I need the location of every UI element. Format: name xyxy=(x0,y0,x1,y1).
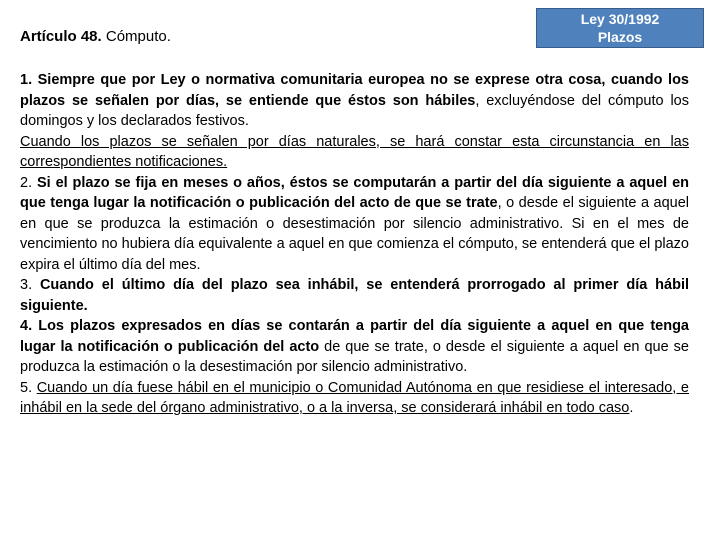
paragraph-2 xyxy=(20,173,689,276)
paragraph-2-rest: , o desde el siguiente a aquel en que se produzca la estimación o desestimación por silencio administrativo. Si en el mes de vencimiento no hubiera día equivalente a aquel en que comienza el cómputo, se entenderá que el plazo expira el último día del mes. xyxy=(20,195,689,273)
paragraph-2-number: 2. xyxy=(20,174,37,191)
paragraph-1 xyxy=(20,70,689,132)
paragraph-4 xyxy=(20,316,689,378)
paragraph-5 xyxy=(20,378,689,419)
paragraph-5-rest: . xyxy=(629,400,634,416)
article-label: Artículo 48. xyxy=(20,28,102,45)
paragraph-3 xyxy=(20,275,689,316)
law-reference-line2: Plazos xyxy=(597,29,643,45)
paragraph-5-underlined: Cuando un día fuese hábil en el municipio o Comunidad Autónoma en que residiese el interesado, e inhábil en la sede del órgano administrativo, o a la inversa, se considerará inhábil en todo caso xyxy=(20,379,689,416)
article-title xyxy=(20,28,171,46)
paragraph-1b xyxy=(20,132,689,173)
paragraph-5-number: 5. xyxy=(20,379,37,396)
paragraph-1-rest: , excluyéndose del cómputo los domingos y los declarados festivos. xyxy=(20,92,689,129)
article-name: Cómputo. xyxy=(105,28,171,45)
paragraph-4-rest: de que se trate, o desde el siguiente a aquel en que se produzca la estimación o la desestimación por silencio administrativo. xyxy=(20,338,689,375)
law-reference-line1: Ley 30/1992 xyxy=(580,11,660,27)
article-body xyxy=(20,70,689,419)
paragraph-1-bold: 1. Siempre que por Ley o normativa comunitaria europea no se exprese otra cosa, cuando los plazos se señalen por días, se entiende que éstos son hábiles xyxy=(20,72,689,109)
paragraph-2-bold: Si el plazo se fija en meses o años, éstos se computarán a partir del día siguiente a aquel en que tenga lugar la notificación o publicación del acto de que se trate xyxy=(20,174,689,211)
paragraph-3-bold: Cuando el último día del plazo sea inhábil, se entenderá prorrogado al primer día hábil siguiente. xyxy=(20,277,689,314)
paragraph-3-number: 3. xyxy=(20,277,40,293)
paragraph-1b-underlined: Cuando los plazos se señalen por días naturales, se hará constar esta circunstancia en las correspondientes notificaciones. xyxy=(20,133,689,170)
paragraph-4-bold: 4. Los plazos expresados en días se contarán a partir del día siguiente a aquel en que tenga lugar la notificación o publicación del acto xyxy=(20,318,689,355)
law-reference-box xyxy=(536,8,704,48)
